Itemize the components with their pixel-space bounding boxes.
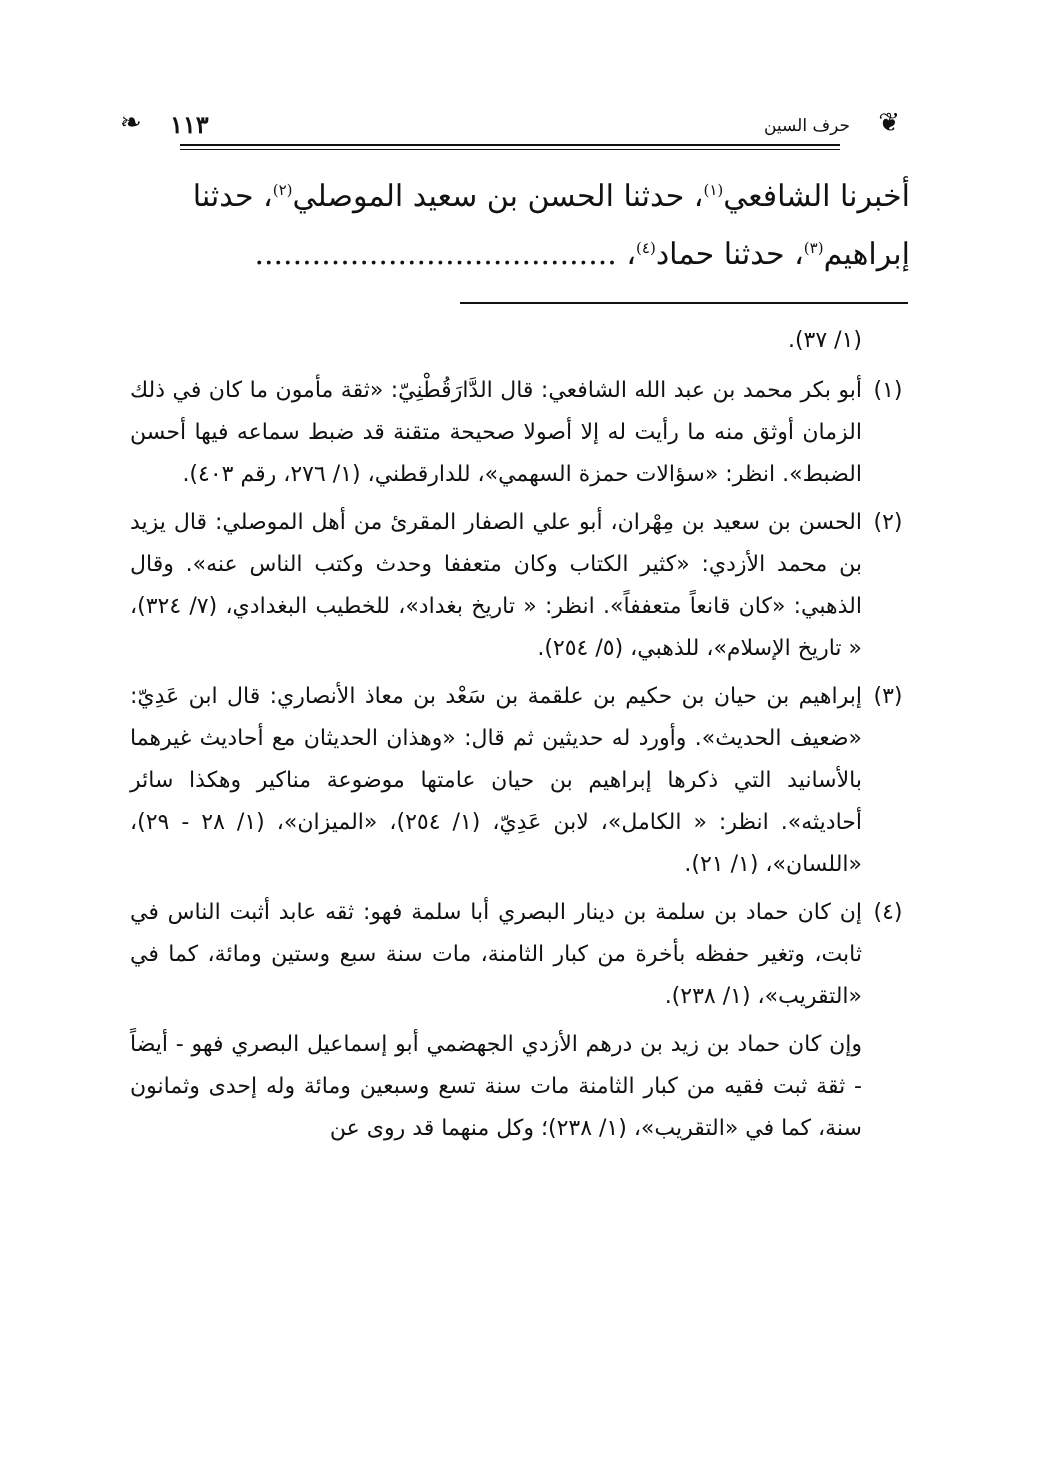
ornament-right-icon: ❦: [878, 108, 900, 138]
footnote-separator: [460, 302, 908, 304]
main-text-span: ، ......................................: [254, 237, 637, 272]
footnote-marker-1[interactable]: (١): [703, 181, 724, 199]
footnote-2: [130, 502, 910, 670]
footnote-reference: (١/ ٣٧).: [787, 328, 862, 353]
footnote-3: [130, 676, 910, 886]
footnote-text: إن كان حماد بن سلمة بن دينار البصري أبا سلمة فهو: ثقه عابد أثبت الناس في ثابت، وتغير حفظه بأخرة من كبار الثامنة، مات سنة سبع وستين ومائة، كما في «التقريب»، (١/ ٢٣٨).: [130, 900, 862, 1009]
footnote-text: أبو بكر محمد بن عبد الله الشافعي: قال الدَّارَقُطْنِيّ: «ثقة مأمون ما كان في ذلك الزمان أوثق منه ما رأيت له إلا أصولا صحيحة متقنة قد ضبط سماعه فيها أحسن الضبط». انظر: «سؤالات حمزة السهمي»، للدارقطني، (١/ ٢٧٦، رقم ٤٠٣).: [130, 378, 862, 487]
main-text-span: أخبرنا الشافعي: [723, 179, 910, 214]
footnotes: [130, 320, 910, 1150]
footnote-1: [130, 370, 910, 496]
ornament-left-icon: ❧: [120, 108, 142, 138]
footnote-text: الحسن بن سعيد بن مِهْران، أبو علي الصفار المقرئ من أهل الموصلي: قال يزيد بن محمد الأزدي: «كثير الكتاب وكان متعففا وحدث وكتب الناس عنه». وقال الذهبي: «كان قانعاً متعففاً». انظر: « تاريخ بغداد»، للخطيب البغدادي، (٧/ ٣٢٤)، « تاريخ الإسلام»، للذهبي، (٥/ ٢٥٤).: [130, 510, 862, 661]
main-text-span: ، حدثنا: [192, 179, 273, 214]
main-text-span: ، حدثنا حماد: [655, 237, 804, 272]
footnote-number: (١): [873, 378, 903, 403]
footnote-number: (٢): [873, 510, 903, 535]
footnote-marker-3[interactable]: (٣): [803, 239, 824, 257]
running-header: [120, 108, 900, 152]
footnote-number: (٤): [873, 900, 903, 925]
footnote-marker-2[interactable]: (٢): [272, 181, 293, 199]
footnote-4-continuation: وإن كان حماد بن زيد بن درهم الأزدي الجهضمي أبو إسماعيل البصري فهو - أيضاً - ثقة ثبت فقيه من كبار الثامنة مات سنة تسع وسبعين ومائة وله إحدى وثمانون سنة، كما في «التقريب»، (١/ ٢٣٨)؛ وكل منهما قد روى عن: [130, 1032, 862, 1141]
footnote-text: إبراهيم بن حيان بن حكيم بن علقمة بن سَعْد بن معاذ الأنصاري: قال ابن عَدِيّ: «ضعيف الحديث». وأورد له حديثين ثم قال: «وهذان الحديثان مع أحاديث غيرهما بالأسانيد التي ذكرها إبراهيم بن حيان عامتها موضوعة مناكير وهكذا سائر أحاديثه». انظر: « الكامل»، لابن عَدِيّ، (١/ ٢٥٤)، «الميزان»، (١/ ٢٨ - ٢٩)، «اللسان»، (١/ ٢١).: [130, 684, 862, 877]
main-line-2: [130, 226, 910, 284]
header-rule: [180, 144, 840, 146]
footnote-marker-4[interactable]: (٤): [636, 239, 656, 257]
main-text-span: إبراهيم: [823, 237, 910, 272]
footnote-4: [130, 892, 910, 1018]
header-title: حرف السين: [763, 116, 850, 136]
main-line-1: [130, 168, 910, 226]
page-number: ١١٣: [170, 110, 209, 139]
main-text: [130, 168, 910, 284]
main-text-span: ، حدثنا الحسن بن سعيد الموصلي: [292, 179, 704, 214]
footnote-number: (٣): [873, 684, 903, 709]
